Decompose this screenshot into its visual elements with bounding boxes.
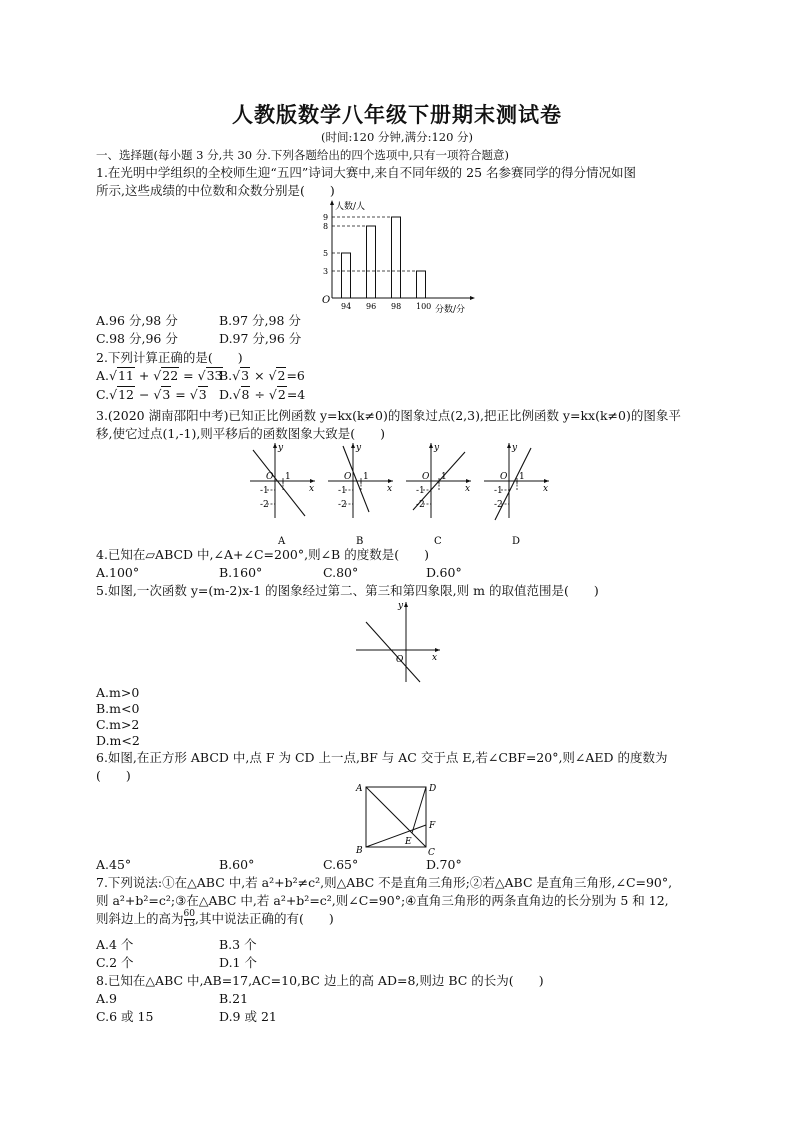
q6-stem-line1: 6.如图,在正方形 ABCD 中,点 F 为 CD 上一点,BF 与 AC 交于点 E,若∠CBF=20°,则∠AED 的度数为 bbox=[96, 750, 668, 765]
q7-stem-line3-post: ,其中说法正确的有( ) bbox=[194, 911, 334, 926]
q3-b-y: y bbox=[356, 443, 362, 453]
q3-d-m1: -1 bbox=[494, 486, 503, 496]
q3-d-x: x bbox=[543, 484, 549, 494]
q2-a-r2: 22 bbox=[162, 368, 179, 383]
q2-option-a[interactable]: A.√11 + √22 = √33 bbox=[96, 368, 223, 383]
q5-option-b[interactable]: B.m<0 bbox=[96, 701, 140, 716]
q3-label-a: A bbox=[278, 536, 286, 547]
q2-a-r3: 33 bbox=[206, 368, 223, 383]
q3-a-1: 1 bbox=[285, 472, 291, 482]
q6-option-a[interactable]: A.45° bbox=[96, 857, 132, 872]
q2-d-r1: 8 bbox=[241, 387, 250, 402]
q2-b-letter: B. bbox=[219, 368, 233, 383]
q3-b-o: O bbox=[344, 472, 352, 482]
q7-frac-num: 60 bbox=[183, 909, 195, 919]
y-axis-arrow bbox=[330, 200, 334, 205]
q6-point-c: C bbox=[428, 848, 435, 858]
q4-stem: 4.已知在▱ABCD 中,∠A+∠C=200°,则∠B 的度数是( ) bbox=[96, 547, 429, 562]
q3-a-m1: -1 bbox=[260, 486, 269, 496]
q1-option-b[interactable]: B.97 分,98 分 bbox=[219, 313, 301, 328]
q2-d-r2: 2 bbox=[277, 387, 286, 402]
bar bbox=[367, 226, 376, 298]
origin-label: O bbox=[322, 295, 331, 306]
q7-stem-line1: 7.下列说法:①在△ABC 中,若 a²+b²≠c²,则△ABC 不是直角三角形;②若△ABC 是直角三角形,∠C=90°, bbox=[96, 875, 673, 890]
q4-option-c[interactable]: C.80° bbox=[323, 565, 359, 580]
x-axis-arrow bbox=[470, 296, 475, 300]
q7-option-d[interactable]: D.1 个 bbox=[219, 955, 257, 970]
q7-stem-line3 bbox=[96, 910, 334, 929]
q3-graph-a[interactable] bbox=[250, 443, 315, 547]
q5-option-a[interactable]: A.m>0 bbox=[96, 685, 140, 700]
q5-stem: 5.如图,一次函数 y=(m-2)x-1 的图象经过第二、第三和第四象限,则 m 的取值范围是( ) bbox=[96, 583, 599, 598]
q1-stem-line2: 所示,这些成绩的中位数和众数分别是( ) bbox=[96, 183, 335, 198]
q3-d-o: O bbox=[500, 472, 508, 482]
q7-stem-line3-pre: 则斜边上的高为 bbox=[96, 911, 184, 926]
q5-option-c[interactable]: C.m>2 bbox=[96, 717, 140, 732]
page-subtitle: (时间:120 分钟,满分:120 分) bbox=[320, 130, 474, 144]
q1-option-c[interactable]: C.98 分,96 分 bbox=[96, 331, 178, 346]
x-tick-label: 96 bbox=[366, 302, 377, 311]
q2-option-b[interactable]: B.√3 × √2=6 bbox=[219, 368, 305, 383]
q2-stem: 2.下列计算正确的是( ) bbox=[96, 350, 243, 365]
q3-d-y: y bbox=[512, 443, 518, 453]
q5-x: x bbox=[432, 653, 438, 663]
q3-label-b: B bbox=[356, 536, 364, 547]
q3-c-y: y bbox=[434, 443, 440, 453]
y-tick-label: 5 bbox=[323, 249, 329, 258]
q2-option-c[interactable]: C.√12 − √3 = √3 bbox=[96, 387, 207, 402]
q8-option-a[interactable]: A.9 bbox=[96, 991, 117, 1006]
q3-graph-b[interactable] bbox=[328, 443, 393, 547]
q7-option-b[interactable]: B.3 个 bbox=[219, 937, 257, 952]
q2-d-res: =4 bbox=[286, 387, 306, 402]
x-tick-label: 98 bbox=[391, 302, 402, 311]
q1-bar-chart bbox=[315, 200, 485, 318]
y-tick-label: 9 bbox=[323, 213, 329, 222]
q2-option-d[interactable]: D.√8 ÷ √2=4 bbox=[219, 387, 306, 402]
q2-c-letter: C. bbox=[96, 387, 110, 402]
q2-c-r3: 3 bbox=[198, 387, 207, 402]
q3-stem-line1: 3.(2020 湖南邵阳中考)已知正比例函数 y=kx(k≠0)的图象过点(2,3),把正比例函数 y=kx(k≠0)的图象平 bbox=[96, 408, 681, 423]
q6-stem-line2: ( ) bbox=[96, 768, 131, 783]
x-tick-label: 94 bbox=[341, 302, 352, 311]
page-title: 人教版数学八年级下册期末测试卷 bbox=[232, 103, 562, 127]
q3-c-x: x bbox=[465, 484, 471, 494]
q1-option-a[interactable]: A.96 分,98 分 bbox=[96, 313, 178, 328]
q2-a-letter: A. bbox=[96, 368, 110, 383]
q5-graph bbox=[352, 598, 446, 686]
q3-graph-options bbox=[245, 438, 550, 550]
q4-option-d[interactable]: D.60° bbox=[426, 565, 462, 580]
q3-a-m2: -2 bbox=[260, 500, 269, 510]
q8-option-c[interactable]: C.6 或 15 bbox=[96, 1009, 154, 1024]
y-axis-label: 人数/人 bbox=[335, 202, 366, 212]
q1-option-d[interactable]: D.97 分,96 分 bbox=[219, 331, 302, 346]
q5-option-d[interactable]: D.m<2 bbox=[96, 733, 140, 748]
q6-option-c[interactable]: C.65° bbox=[323, 857, 359, 872]
q2-c-r2: 3 bbox=[162, 387, 171, 402]
q7-stem-line2: 则 a²+b²=c²;③在△ABC 中,若 a²+b²=c²,则∠C=90°;④直角三角形的两条直角边的长分别为 5 和 12, bbox=[96, 893, 669, 908]
q3-graph-c[interactable] bbox=[406, 443, 471, 547]
q3-label-d: D bbox=[512, 536, 521, 547]
q5-o: O bbox=[396, 655, 404, 665]
q3-c-1: 1 bbox=[441, 472, 447, 482]
q7-option-c[interactable]: C.2 个 bbox=[96, 955, 134, 970]
q6-point-d: D bbox=[429, 784, 437, 794]
q2-a-r1: 11 bbox=[117, 368, 134, 383]
q1-stem-line1: 1.在光明中学组织的全校师生迎“五四”诗词大赛中,来自不同年级的 25 名参赛同学的得分情况如图 bbox=[96, 165, 637, 180]
q6-point-a: A bbox=[356, 784, 363, 794]
q6-point-e: E bbox=[405, 837, 412, 847]
q7-frac-den: 13 bbox=[183, 919, 195, 929]
bar bbox=[417, 271, 426, 298]
q6-option-d[interactable]: D.70° bbox=[426, 857, 462, 872]
q6-point-b: B bbox=[356, 846, 363, 856]
q7-fraction bbox=[184, 910, 195, 929]
q3-c-m2: -2 bbox=[416, 500, 425, 510]
bar bbox=[392, 217, 401, 298]
q4-option-b[interactable]: B.160° bbox=[219, 565, 263, 580]
q8-option-b[interactable]: B.21 bbox=[219, 991, 249, 1006]
q4-option-a[interactable]: A.100° bbox=[96, 565, 140, 580]
y-tick-label: 3 bbox=[323, 267, 329, 276]
y-tick-label: 8 bbox=[323, 222, 329, 231]
q3-c-o: O bbox=[422, 472, 430, 482]
q5-y: y bbox=[398, 601, 404, 611]
q8-stem: 8.已知在△ABC 中,AB=17,AC=10,BC 边上的高 AD=8,则边 BC 的长为( ) bbox=[96, 973, 544, 988]
q3-d-1: 1 bbox=[519, 472, 525, 482]
q6-square-figure bbox=[352, 778, 442, 858]
q3-stem-line2: 移,使它过点(1,-1),则平移后的函数图象大致是( ) bbox=[96, 426, 386, 441]
x-axis-label: 分数/分 bbox=[435, 305, 466, 315]
q3-graph-d[interactable] bbox=[484, 443, 549, 547]
q8-option-d[interactable]: D.9 或 21 bbox=[219, 1009, 277, 1024]
q6-point-f: F bbox=[429, 821, 436, 831]
q2-b-r2: 2 bbox=[277, 368, 286, 383]
q6-option-b[interactable]: B.60° bbox=[219, 857, 255, 872]
q3-c-m1: -1 bbox=[416, 486, 425, 496]
q3-a-o: O bbox=[266, 472, 274, 482]
q7-option-a[interactable]: A.4 个 bbox=[96, 937, 134, 952]
q3-a-y: y bbox=[278, 443, 284, 453]
bar bbox=[342, 253, 351, 298]
q3-b-x: x bbox=[387, 484, 393, 494]
q3-b-m2: -2 bbox=[338, 500, 347, 510]
q2-b-r1: 3 bbox=[241, 368, 250, 383]
x-tick-label: 100 bbox=[416, 302, 432, 311]
section-heading: 一、选择题(每小题 3 分,共 30 分.下列各题给出的四个选项中,只有一项符合题意) bbox=[96, 148, 510, 162]
q2-c-r1: 12 bbox=[118, 387, 134, 402]
q2-b-res: =6 bbox=[286, 368, 305, 383]
q3-b-m1: -1 bbox=[338, 486, 347, 496]
q3-a-x: x bbox=[309, 484, 315, 494]
q3-label-c: C bbox=[434, 536, 442, 547]
q2-d-letter: D. bbox=[219, 387, 233, 402]
q3-b-1: 1 bbox=[363, 472, 369, 482]
q3-d-m2: -2 bbox=[494, 500, 503, 510]
